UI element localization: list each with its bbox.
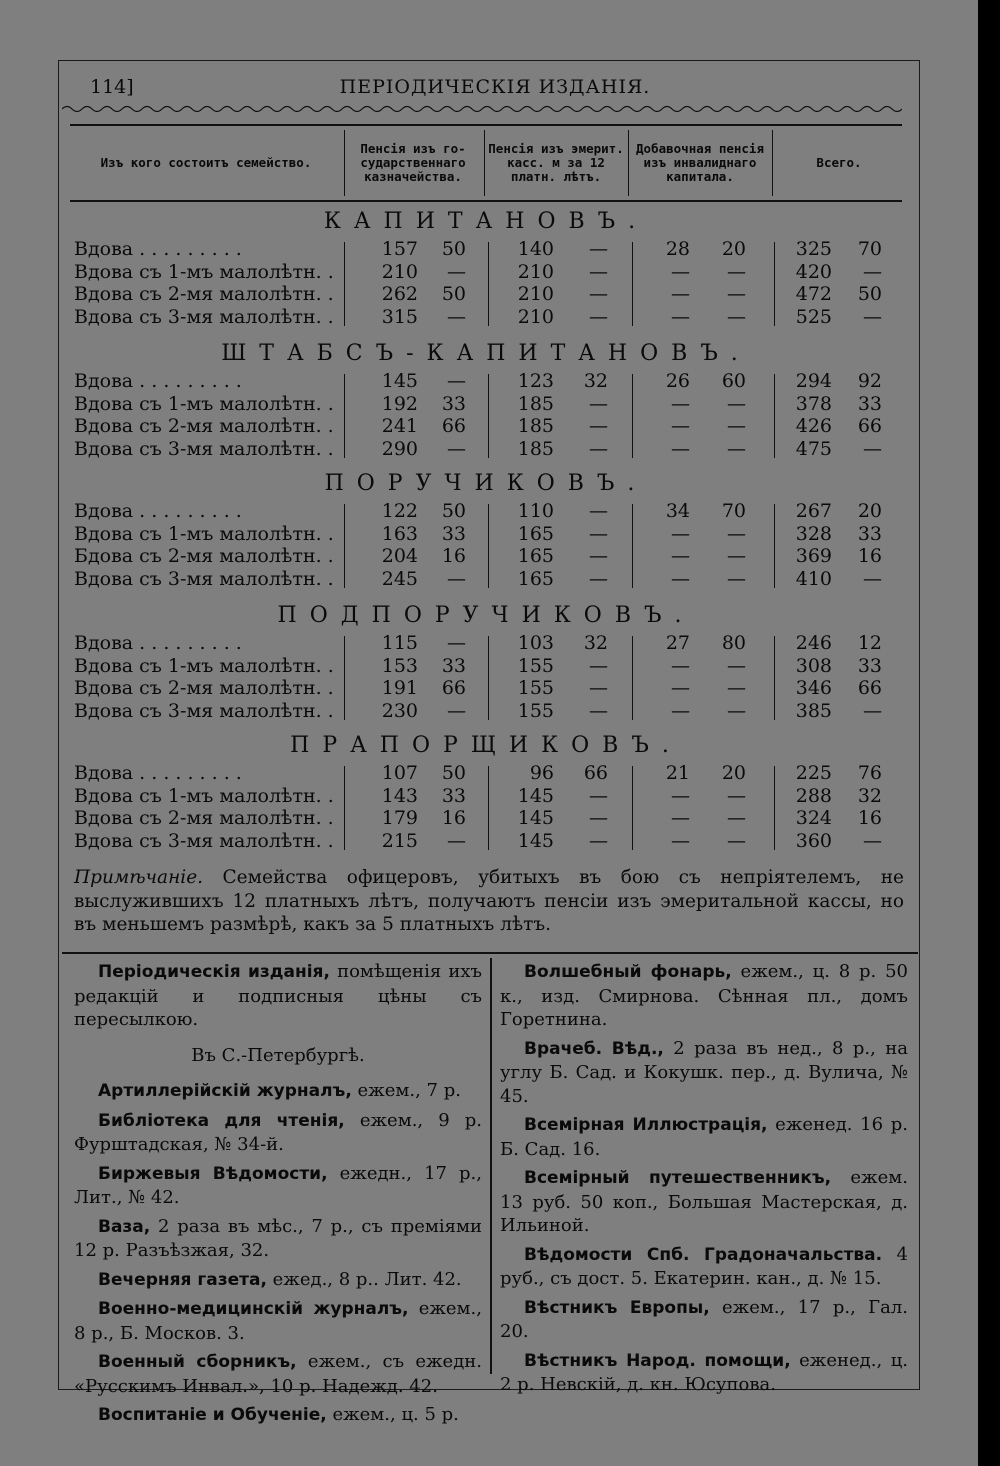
state-rub: 262 xyxy=(381,283,418,305)
total-kop: 66 xyxy=(857,677,882,699)
col-header-total: Всего. xyxy=(816,155,862,170)
periodical-details: ежем., съ ежедн. «Русскимъ Инвал.», 10 р. Надежд. 42. xyxy=(74,1351,483,1397)
row-label: Вдова . . . . . . . . . xyxy=(74,632,242,654)
state-kop: — xyxy=(447,370,466,392)
table-row xyxy=(70,415,902,438)
column-rule xyxy=(632,242,633,326)
emerit-rub: 110 xyxy=(517,500,554,522)
invalid-rub: — xyxy=(671,677,690,699)
emerit-kop: — xyxy=(589,545,608,567)
column-rule xyxy=(488,504,489,588)
invalid-rub: — xyxy=(671,807,690,829)
column-rule xyxy=(774,766,775,850)
invalid-kop: 20 xyxy=(721,238,746,260)
total-rub: 225 xyxy=(795,762,832,784)
wavy-rule xyxy=(62,104,902,114)
state-rub: 245 xyxy=(381,567,418,590)
periodical-entry xyxy=(500,1296,908,1344)
state-rub: 153 xyxy=(381,654,418,677)
state-kop: — xyxy=(447,699,466,722)
col-header-state-pension: Пенсія изъ го-сударственнаго казначейства. xyxy=(360,141,466,184)
emerit-rub: 185 xyxy=(517,392,554,415)
state-kop: 33 xyxy=(441,654,466,677)
column-rule xyxy=(632,374,633,458)
invalid-kop: — xyxy=(727,654,746,677)
emerit-rub: 185 xyxy=(517,415,554,437)
column-rule xyxy=(488,374,489,458)
total-kop: 66 xyxy=(857,415,882,437)
emerit-rub: 155 xyxy=(517,677,554,699)
periodical-details: 4 руб., съ дост. 5. Екатерин. кан., д. № 15. xyxy=(500,1243,908,1289)
city-heading: Въ С.-Петербургѣ. xyxy=(191,1044,365,1066)
column-rule xyxy=(774,636,775,720)
state-rub: 191 xyxy=(381,677,418,699)
invalid-rub: — xyxy=(671,567,690,590)
invalid-rub: 21 xyxy=(665,762,690,784)
periodicals-right-column xyxy=(500,960,908,1402)
invalid-kop: — xyxy=(727,283,746,305)
table-row xyxy=(70,438,902,461)
state-kop: — xyxy=(447,260,466,283)
column-rule xyxy=(632,636,633,720)
emerit-rub: 140 xyxy=(517,238,554,260)
emerit-kop: — xyxy=(589,392,608,415)
periodical-details: ежем., ц. 5 р. xyxy=(326,1404,459,1425)
page-title: ПЕРІОДИЧЕСКІЯ ИЗДАНІЯ. xyxy=(339,76,651,98)
emerit-kop: — xyxy=(589,522,608,545)
total-kop: 16 xyxy=(857,807,882,829)
total-kop: — xyxy=(863,305,882,328)
emerit-kop: — xyxy=(589,305,608,328)
periodical-name: Вѣстникъ Народ. помощи, xyxy=(524,1350,791,1371)
running-header xyxy=(90,76,900,102)
emerit-rub: 210 xyxy=(517,305,554,328)
state-kop: 16 xyxy=(441,807,466,829)
total-rub: 385 xyxy=(795,699,832,722)
total-kop: 33 xyxy=(857,392,882,415)
column-rule xyxy=(344,636,345,720)
total-kop: 50 xyxy=(857,283,882,305)
total-rub: 325 xyxy=(795,238,832,260)
row-label: Вдова съ 1-мъ малолѣтн. . xyxy=(74,260,334,283)
total-rub: 346 xyxy=(795,677,832,699)
state-kop: 50 xyxy=(441,238,466,260)
state-rub: 179 xyxy=(381,807,418,829)
section-title: КАПИТАНОВЪ. xyxy=(323,209,649,234)
total-rub: 328 xyxy=(795,522,832,545)
emerit-kop: — xyxy=(589,677,608,699)
state-rub: 290 xyxy=(381,437,418,460)
periodical-name: Библіотека для чтенія, xyxy=(98,1110,345,1131)
invalid-kop: — xyxy=(727,415,746,437)
state-rub: 204 xyxy=(381,545,418,567)
invalid-rub: — xyxy=(671,829,690,852)
state-kop: 33 xyxy=(441,522,466,545)
invalid-rub: 26 xyxy=(665,370,690,392)
state-rub: 163 xyxy=(381,522,418,545)
periodical-name: Всемірная Иллюстрація, xyxy=(524,1115,768,1135)
table-row xyxy=(70,807,902,830)
periodical-entry xyxy=(74,1297,482,1345)
emerit-kop: — xyxy=(589,654,608,677)
emerit-kop: 32 xyxy=(583,370,608,392)
table-row xyxy=(70,500,902,523)
invalid-kop: — xyxy=(727,437,746,460)
total-kop: 32 xyxy=(857,784,882,807)
total-kop: 76 xyxy=(857,762,882,784)
periodical-entry xyxy=(74,1350,482,1398)
emerit-kop: 66 xyxy=(583,762,608,784)
state-rub: 315 xyxy=(381,305,418,328)
row-label: Вдова съ 1-мъ малолѣтн. . xyxy=(74,392,334,415)
row-label: Бдова съ 2-мя малолѣтн. . xyxy=(74,545,334,567)
state-rub: 107 xyxy=(381,762,418,784)
periodical-details: 2 раза въ мѣс., 7 р., съ преміями 12 р. Разъѣзжая, 32. xyxy=(74,1215,482,1261)
table-header xyxy=(70,124,902,202)
row-label: Вдова съ 1-мъ малолѣтн. . xyxy=(74,784,334,807)
state-rub: 192 xyxy=(381,392,418,415)
table-row xyxy=(70,830,902,853)
periodical-name: Ваза, xyxy=(98,1216,151,1237)
total-rub: 420 xyxy=(795,260,832,283)
periodical-details: 2 раза въ нед., 8 р., на углу Б. Сад. и Кокушк. пер., д. Вулича, № 45. xyxy=(500,1037,908,1107)
column-rule xyxy=(488,242,489,326)
row-label: Вдова съ 3-мя малолѣтн. . xyxy=(74,437,334,460)
table-row xyxy=(70,568,902,591)
invalid-kop: 70 xyxy=(721,500,746,522)
emerit-rub: 145 xyxy=(517,807,554,829)
row-label: Вдова съ 2-мя малолѣтн. . xyxy=(74,283,334,305)
invalid-rub: — xyxy=(671,522,690,545)
total-rub: 369 xyxy=(795,545,832,567)
emerit-kop: — xyxy=(589,807,608,829)
emerit-rub: 155 xyxy=(517,654,554,677)
periodical-name: Вечерняя газета, xyxy=(98,1269,267,1290)
total-kop: 12 xyxy=(857,632,882,654)
column-rule xyxy=(344,242,345,326)
state-kop: 66 xyxy=(441,415,466,437)
periodicals-intro xyxy=(74,960,482,1032)
state-kop: 66 xyxy=(441,677,466,699)
emerit-kop: — xyxy=(589,829,608,852)
row-label: Вдова съ 2-мя малолѣтн. . xyxy=(74,677,334,699)
emerit-rub: 96 xyxy=(529,762,554,784)
periodical-entry xyxy=(500,1243,908,1291)
state-rub: 115 xyxy=(381,632,418,654)
section-title: ШТАБСЪ-КАПИТАНОВЪ. xyxy=(221,341,751,366)
invalid-rub: — xyxy=(671,392,690,415)
col-header-family: Изъ кого состоитъ семейство. xyxy=(100,155,312,170)
row-label: Вдова съ 3-мя малолѣтн. . xyxy=(74,305,334,328)
periodical-entry xyxy=(500,1037,908,1109)
total-kop: 20 xyxy=(857,500,882,522)
emerit-rub: 210 xyxy=(517,283,554,305)
periodical-details: ежем. 13 руб. 50 коп., Большая Мастерская, д. Ильиной. xyxy=(500,1167,908,1236)
periodical-name: Артиллерійскій журналъ, xyxy=(98,1081,352,1101)
invalid-kop: 60 xyxy=(721,370,746,392)
periodical-entry xyxy=(74,1403,482,1428)
total-rub: 246 xyxy=(795,632,832,654)
row-label: Вдова съ 2-мя малолѣтн. . xyxy=(74,807,334,829)
intro-heading: Періодическія изданія, xyxy=(98,962,330,982)
table-row xyxy=(70,762,902,785)
table-row xyxy=(70,785,902,808)
periodical-details: еженед., ц. 2 р. Невскій, д. кн. Юсупова. xyxy=(500,1349,908,1395)
col-header-invalid-pension: Добавочная пенсія изъ инвалиднаго капитала. xyxy=(636,141,764,184)
emerit-rub: 103 xyxy=(517,632,554,654)
invalid-rub: 34 xyxy=(665,500,690,522)
state-kop: 33 xyxy=(441,392,466,415)
invalid-kop: — xyxy=(727,305,746,328)
column-rule xyxy=(774,374,775,458)
periodical-entry xyxy=(500,960,908,1032)
section-title: ПОДПОРУЧИКОВЪ. xyxy=(277,603,695,628)
table-row xyxy=(70,370,902,393)
state-kop: — xyxy=(447,632,466,654)
state-kop: 50 xyxy=(441,762,466,784)
column-rule xyxy=(344,766,345,850)
periodical-name: Вѣдомости Спб. Градоначальства. xyxy=(524,1244,883,1265)
column-rule xyxy=(344,504,345,588)
periodical-details: ежем., ц. 8 р. 50 к., изд. Смирнова. Сѣнная пл., домъ Горетнина. xyxy=(500,961,908,1030)
periodical-entry xyxy=(74,1268,482,1293)
emerit-kop: — xyxy=(589,699,608,722)
periodical-name: Всемірный путешественникъ, xyxy=(524,1168,832,1188)
emerit-kop: — xyxy=(589,283,608,305)
invalid-rub: — xyxy=(671,305,690,328)
state-rub: 157 xyxy=(381,238,418,260)
column-rule xyxy=(488,766,489,850)
emerit-kop: — xyxy=(589,437,608,460)
total-rub: 525 xyxy=(795,305,832,328)
periodical-name: Вѣстникъ Европы, xyxy=(524,1297,710,1318)
invalid-kop: — xyxy=(727,392,746,415)
table-row xyxy=(70,393,902,416)
invalid-kop: — xyxy=(727,260,746,283)
column-rule xyxy=(632,504,633,588)
invalid-rub: — xyxy=(671,545,690,567)
emerit-rub: 123 xyxy=(517,370,554,392)
periodical-details: ежед., 8 р.. Лит. 42. xyxy=(266,1268,462,1290)
invalid-kop: 80 xyxy=(721,632,746,654)
column-rule xyxy=(632,766,633,850)
periodical-details: ежем., 7 р. xyxy=(351,1080,461,1101)
emerit-kop: 32 xyxy=(583,632,608,654)
invalid-kop: — xyxy=(727,829,746,852)
periodical-details: ежедн., 17 р., Лит., № 42. xyxy=(74,1162,482,1208)
invalid-rub: — xyxy=(671,437,690,460)
invalid-kop: — xyxy=(727,784,746,807)
row-label: Вдова съ 1-мъ малолѣтн. . xyxy=(74,522,334,545)
invalid-rub: — xyxy=(671,784,690,807)
table-row xyxy=(70,700,902,723)
row-label: Вдова . . . . . . . . . xyxy=(74,238,242,260)
col-header-emeritus-pension: Пенсія изъ эмерит. касс. м за 12 платн. лѣтъ. xyxy=(488,141,624,184)
column-rule xyxy=(774,242,775,326)
state-rub: 215 xyxy=(381,829,418,852)
total-rub: 324 xyxy=(795,807,832,829)
state-kop: — xyxy=(447,305,466,328)
column-rule xyxy=(774,504,775,588)
emerit-kop: — xyxy=(589,500,608,522)
table-row xyxy=(70,261,902,284)
total-rub: 288 xyxy=(795,784,832,807)
state-rub: 230 xyxy=(381,699,418,722)
invalid-kop: — xyxy=(727,677,746,699)
emerit-kop: — xyxy=(589,415,608,437)
total-kop: — xyxy=(863,567,882,590)
table-row xyxy=(70,238,902,261)
column-rule xyxy=(344,374,345,458)
total-rub: 378 xyxy=(795,392,832,415)
row-label: Вдова съ 1-мъ малолѣтн. . xyxy=(74,654,334,677)
section-divider xyxy=(62,952,918,954)
total-kop: 33 xyxy=(857,654,882,677)
periodical-entry xyxy=(74,1215,482,1263)
emerit-kop: — xyxy=(589,784,608,807)
emerit-rub: 185 xyxy=(517,437,554,460)
state-rub: 241 xyxy=(381,415,418,437)
total-kop: — xyxy=(863,699,882,722)
periodical-name: Воспитаніе и Обученіе, xyxy=(98,1405,327,1425)
invalid-rub: — xyxy=(671,654,690,677)
periodical-entry xyxy=(74,1079,482,1104)
row-label: Вдова съ 2-мя малолѣтн. . xyxy=(74,415,334,437)
invalid-rub: 28 xyxy=(665,238,690,260)
total-kop: 16 xyxy=(857,545,882,567)
periodicals-left-column xyxy=(74,960,482,1433)
emerit-rub: 165 xyxy=(517,545,554,567)
periodical-entry xyxy=(74,1162,482,1210)
total-rub: 308 xyxy=(795,654,832,677)
emerit-kop: — xyxy=(589,260,608,283)
invalid-kop: — xyxy=(727,807,746,829)
total-rub: 475 xyxy=(795,437,832,460)
emerit-kop: — xyxy=(589,238,608,260)
state-kop: — xyxy=(447,437,466,460)
row-label: Вдова . . . . . . . . . xyxy=(74,500,242,522)
state-kop: 33 xyxy=(441,784,466,807)
column-divider xyxy=(490,958,492,1374)
table-row xyxy=(70,632,902,655)
emerit-rub: 165 xyxy=(517,567,554,590)
state-kop: — xyxy=(447,829,466,852)
periodical-details: ежем., 17 р., Гал. 20. xyxy=(500,1296,908,1342)
periodical-entry xyxy=(74,1109,482,1157)
row-label: Вдова съ 3-мя малолѣтн. . xyxy=(74,567,334,590)
emerit-rub: 155 xyxy=(517,699,554,722)
total-kop: 92 xyxy=(857,370,882,392)
state-rub: 122 xyxy=(381,500,418,522)
state-kop: — xyxy=(447,567,466,590)
total-kop: — xyxy=(863,437,882,460)
total-kop: — xyxy=(863,829,882,852)
invalid-kop: — xyxy=(727,522,746,545)
total-rub: 472 xyxy=(795,283,832,305)
invalid-rub: — xyxy=(671,415,690,437)
total-rub: 426 xyxy=(795,415,832,437)
state-rub: 143 xyxy=(381,784,418,807)
column-rule xyxy=(488,636,489,720)
emerit-rub: 145 xyxy=(517,829,554,852)
total-rub: 294 xyxy=(795,370,832,392)
row-label: Вдова . . . . . . . . . xyxy=(74,762,242,784)
table-row xyxy=(70,523,902,546)
emerit-rub: 145 xyxy=(517,784,554,807)
row-label: Вдова съ 3-мя малолѣтн. . xyxy=(74,829,334,852)
table-row xyxy=(70,306,902,329)
total-kop: 33 xyxy=(857,522,882,545)
table-row xyxy=(70,283,902,306)
periodical-name: Врачеб. Вѣд., xyxy=(524,1038,664,1059)
table-row xyxy=(70,545,902,568)
emerit-rub: 210 xyxy=(517,260,554,283)
invalid-rub: — xyxy=(671,260,690,283)
section-title: ПРАПОРЩИКОВЪ. xyxy=(290,733,682,758)
row-label: Вдова съ 3-мя малолѣтн. . xyxy=(74,699,334,722)
periodical-name: Волшебный фонарь, xyxy=(524,962,732,982)
total-rub: 410 xyxy=(795,567,832,590)
emerit-kop: — xyxy=(589,567,608,590)
total-rub: 267 xyxy=(795,500,832,522)
periodical-name: Биржевыя Вѣдомости, xyxy=(98,1163,328,1184)
table-row xyxy=(70,677,902,700)
state-kop: 50 xyxy=(441,283,466,305)
periodical-entry xyxy=(500,1166,908,1238)
table-row xyxy=(70,655,902,678)
note-label: Примѣчаніе. xyxy=(74,867,204,888)
state-kop: 50 xyxy=(441,500,466,522)
section-title: ПОРУЧИКОВЪ. xyxy=(324,471,648,496)
invalid-rub: 27 xyxy=(665,632,690,654)
periodical-details: еженед. 16 р. Б. Сад. 16. xyxy=(500,1114,908,1160)
invalid-rub: — xyxy=(671,283,690,305)
total-rub: 360 xyxy=(795,829,832,852)
scan-edge xyxy=(978,0,1000,1466)
intro-text: помѣщенія ихъ редакцій и подписныя цѣны съ пересылкою. xyxy=(74,961,482,1030)
periodical-entry xyxy=(500,1113,908,1161)
periodical-details: ежем., 8 р., Б. Москов. 3. xyxy=(74,1298,482,1344)
table-note xyxy=(74,866,904,937)
page-number: 114] xyxy=(90,76,134,98)
emerit-rub: 165 xyxy=(517,522,554,545)
invalid-rub: — xyxy=(671,699,690,722)
periodical-name: Военный сборникъ, xyxy=(98,1352,297,1372)
state-rub: 145 xyxy=(381,370,418,392)
periodical-details: ежем., 9 р. Фурштадская, № 34-й. xyxy=(74,1109,482,1155)
row-label: Вдова . . . . . . . . . xyxy=(74,370,242,392)
invalid-kop: — xyxy=(727,545,746,567)
total-kop: 70 xyxy=(857,238,882,260)
invalid-kop: — xyxy=(727,699,746,722)
periodical-entry xyxy=(500,1349,908,1397)
invalid-kop: — xyxy=(727,567,746,590)
total-kop: — xyxy=(863,260,882,283)
periodical-name: Военно-медицинскій журналъ, xyxy=(98,1299,409,1319)
state-kop: 16 xyxy=(441,545,466,567)
note-text: Семейства офицеровъ, убитыхъ въ бою съ непріятелемъ, не выслужившихъ 12 платныхъ лѣтъ, получаютъ пенсіи изъ эмеритальной кассы, но въ меньшемъ размѣрѣ, какъ за 5 платныхъ лѣтъ. xyxy=(74,867,904,935)
invalid-kop: 20 xyxy=(721,762,746,784)
state-rub: 210 xyxy=(381,260,418,283)
